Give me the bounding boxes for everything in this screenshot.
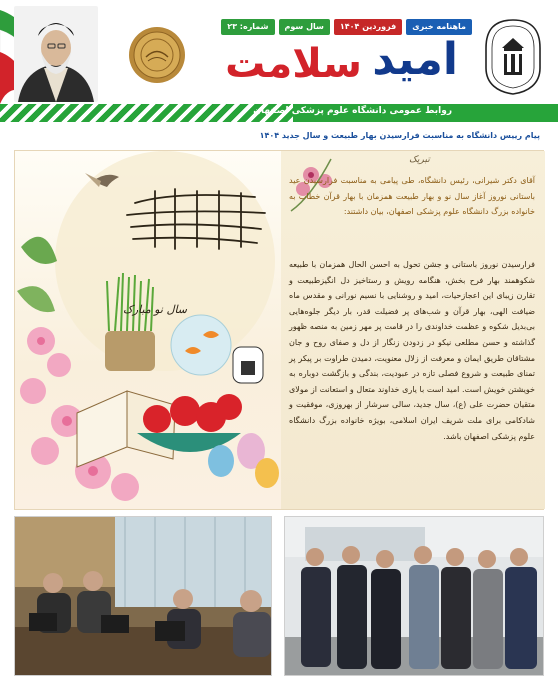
nowruz-greeting: سال نو مبارک [123, 303, 188, 316]
title-omid: امید [372, 34, 458, 85]
message-body: فرارسیدن نوروز باستانی و جشن تحول به احسن الحال همزمان با طبیعه شکوهمند بهار فرح بخش، هنگامه رویش و رستاخیز دل انگیزطبیعت و تقارن زیبای این اعجازحیات، امید و روشنایی با نسیم نورانی و مقدس ماه ضیافت الهی، بهار قرآن و شب‌های پر فضیلت قدر، بار دیگر جلوه‌هایی بی‌بدیل شکوه و عظمت خداوندی را در قامت پر مهر زمین به منصه ظهور گذاشته و حسن مطلعی نیکو در زدودن زنگار از دل و صفای روح و جان مشتاقان طریق ایمان و معرفت از زلال معنویت، دمیدن طراوت بر پیکر پر تمنای طبیعت و شروع فصلی تازه در عبودیت، بندگی و بازگشت دوباره به خویشتن خویش است. امید است با یاری خداوند متعال و استعانت از مولای متقیان حضرت علی (ع)، سال جدید، سالی سرشار از بهروزی، موفقیت و شادکامی برای ملت شریف ایران اسلامی، بویژه خانواده بزرگ دانشگاه علوم پزشکی اصفهان باشد. [289, 260, 535, 441]
publication-title [225, 32, 458, 92]
gold-seal-emblem [128, 26, 186, 84]
leader-portrait [14, 6, 98, 102]
message-text-column [289, 151, 547, 509]
issue-month-badge: فروردین ۱۴۰۴ [334, 19, 402, 35]
nowruz-greeting-card [15, 151, 283, 509]
header-ribbon [0, 104, 558, 122]
visit-group-photo [284, 516, 544, 676]
issue-number-badge: شماره: ۲۳ [221, 19, 274, 35]
main-article [14, 150, 544, 510]
issue-type-badge: ماهنامه خبری [406, 19, 472, 35]
article-headline: پیام رییس دانشگاه به مناسبت فرارسیدن بهار طبیعت و سال جدید ۱۴۰۴ [259, 131, 540, 140]
meeting-photo [14, 516, 272, 676]
masthead [0, 0, 558, 104]
ribbon-publisher-text: روابط عمومی دانشگاه علوم پزشکی اصفهان [253, 106, 452, 116]
title-salamat: سلامت [225, 41, 362, 87]
issue-year-badge: سال سوم [279, 19, 330, 35]
university-logo [478, 14, 548, 98]
message-intro: آقای دکتر شیرانی، رئیس دانشگاه، طی پیامی به مناسبت فرارسیدن عید باستانی نوروز آغاز سال نو و بهار طبیعت همزمان با بهار قرآن خطاب به خانواده بزرگ دانشگاه علوم پزشکی اصفهان، بیان داشتند: [289, 176, 535, 217]
message-panel [281, 151, 545, 509]
message-label: تبریک [409, 155, 430, 165]
